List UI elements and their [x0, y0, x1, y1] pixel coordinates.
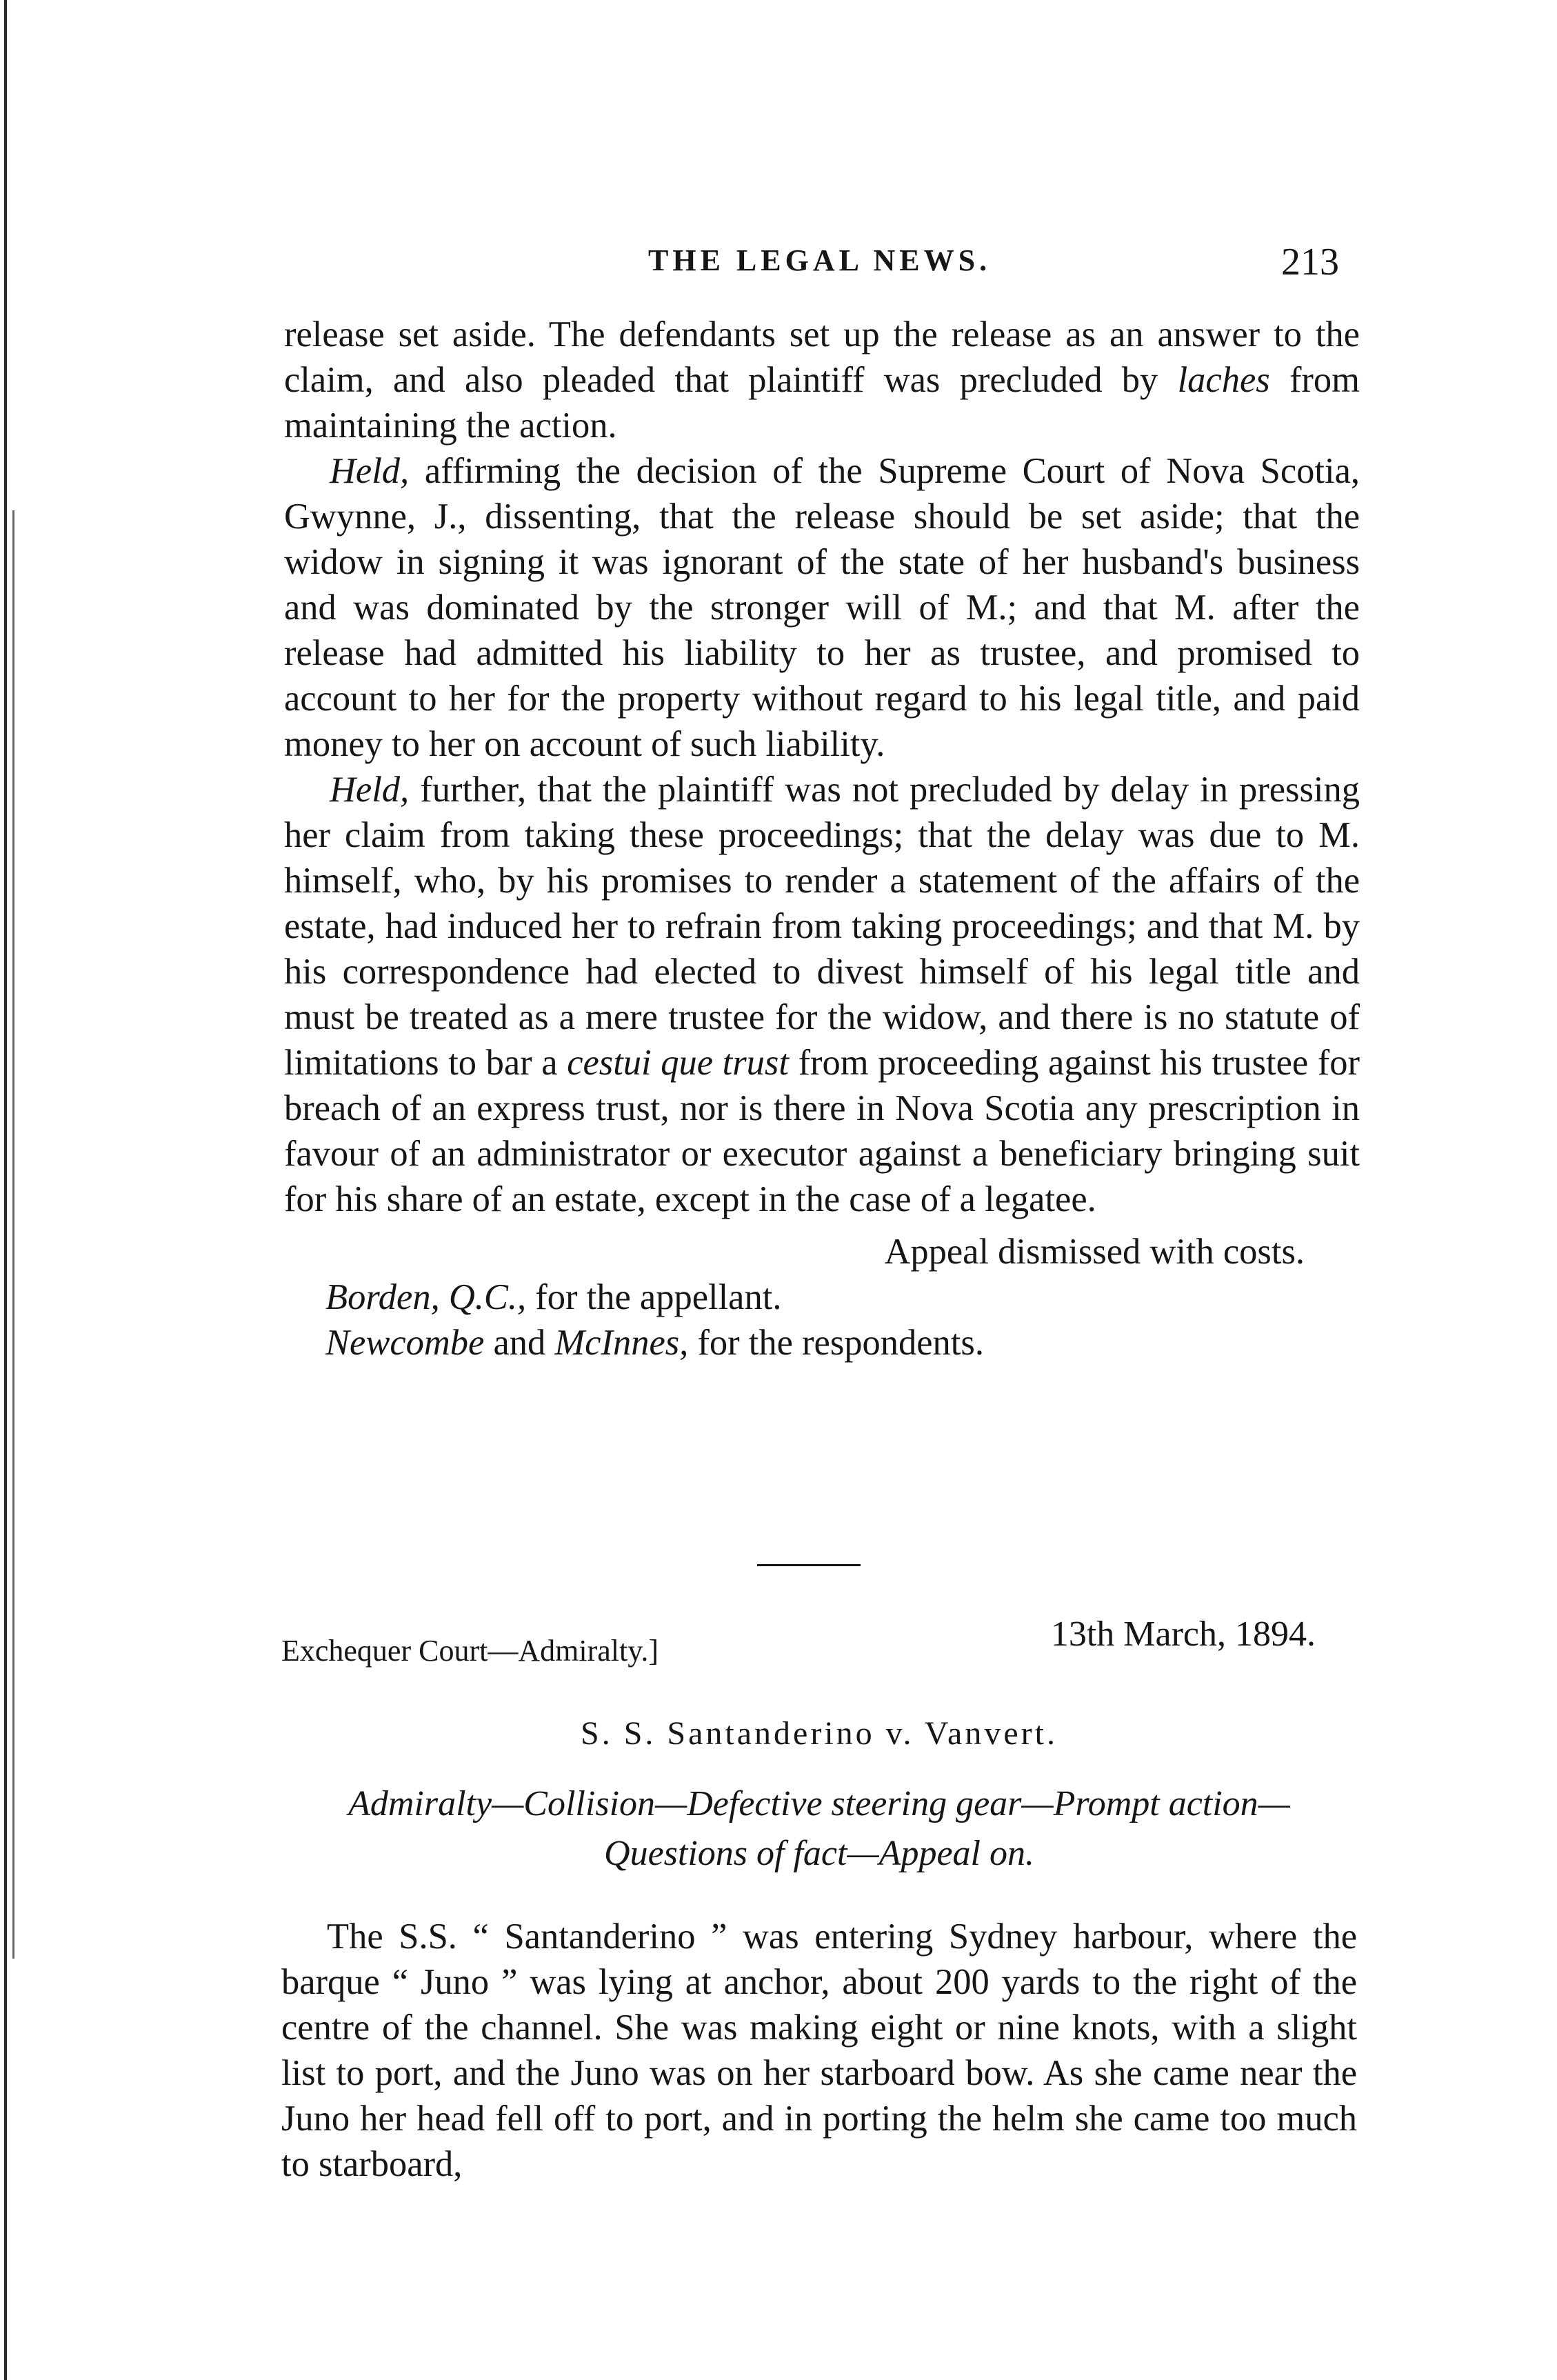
- paragraph-text: from proceeding against his trustee for breach of an express trust, nor is there in Nova Scotia any prescription in favour of an administrator or executor against a beneficiary bringing suit for his share of an estate, except in the case of a legatee.: [284, 1043, 1360, 1219]
- counsel-name: Borden, Q.C.,: [325, 1277, 527, 1317]
- held-label: Held,: [330, 451, 410, 491]
- court-name: Exchequer Court—Admiralty.]: [281, 1634, 659, 1668]
- court-line: [281, 1614, 1357, 1668]
- paragraph-held-2: [284, 767, 1360, 1222]
- counsel-appellant: [284, 1274, 1360, 1320]
- scan-edge-shadow: [4, 0, 7, 2380]
- counsel-role: for the appellant.: [535, 1277, 782, 1317]
- paragraph-text: release set aside. The defendants set up the release as an answer to the claim, and also pleaded that plaintiff was precluded by: [284, 314, 1360, 400]
- section-divider: [757, 1564, 861, 1566]
- paragraph-text: affirming the decision of the Supreme Court of Nova Scotia, Gwynne, J., dissenting, that the release should be set aside; that the widow in signing it was ignorant of the state of her husband's business and was dominated by the stronger will of M.; and that M. after the release had admitted his liability to her as trustee, and promised to account to her for the property without regard to his legal title, and paid money to her on account of such liability.: [284, 451, 1360, 764]
- counsel-and: and: [493, 1323, 546, 1363]
- paragraph-held-1: [284, 448, 1360, 767]
- headnote-line: Admiralty—Collision—Defective steering gear—Prompt action—: [348, 1784, 1290, 1823]
- paragraph-release: [284, 312, 1360, 448]
- page-number: 213: [1281, 241, 1339, 283]
- running-head: THE LEGAL NEWS.: [648, 243, 992, 277]
- counsel-role: for the respondents.: [697, 1323, 984, 1363]
- headnote-line: Questions of fact—Appeal on.: [604, 1834, 1034, 1873]
- paragraph-facts: The S.S. “ Santanderino ” was entering Sydney harbour, where the barque “ Juno ” was lying at anchor, about 200 yards to the right of the centre of the channel. She was making eight or nine knots, with a slight list to port, and the Juno was on her starboard bow. As she came near the Juno her head fell off to port, and in porting the helm she came too much to starboard,: [281, 1917, 1357, 2184]
- scan-edge-line: [12, 510, 14, 1959]
- paragraph-text: from maintaining the action.: [284, 360, 1360, 446]
- case-body: [281, 1914, 1357, 2187]
- cestui-que-trust-term: cestui que trust: [567, 1043, 789, 1083]
- paragraph-text: further, that the plaintiff was not precluded by delay in pressing her claim from taking these proceedings; that the delay was due to M. himself, who, by his promises to render a statement of the affairs of the estate, had induced her to refrain from taking proceedings; and that M. by his correspondence had elected to divest himself of his legal title and must be treated as a mere trustee for the widow, and there is no statute of limitations to bar a: [284, 770, 1360, 1083]
- case-title: S. S. Santanderino v. Vanvert.: [581, 1715, 1058, 1752]
- counsel-name: McInnes,: [554, 1323, 689, 1363]
- laches-term: laches: [1177, 360, 1270, 400]
- headnote: [281, 1779, 1357, 1879]
- decision-date: 13th March, 1894.: [1050, 1614, 1316, 1654]
- main-column: [284, 312, 1360, 1366]
- counsel-name: Newcombe: [325, 1323, 485, 1363]
- held-label: Held,: [330, 770, 410, 810]
- disposition: Appeal dismissed with costs.: [884, 1232, 1305, 1272]
- counsel-respondents: [284, 1320, 1360, 1366]
